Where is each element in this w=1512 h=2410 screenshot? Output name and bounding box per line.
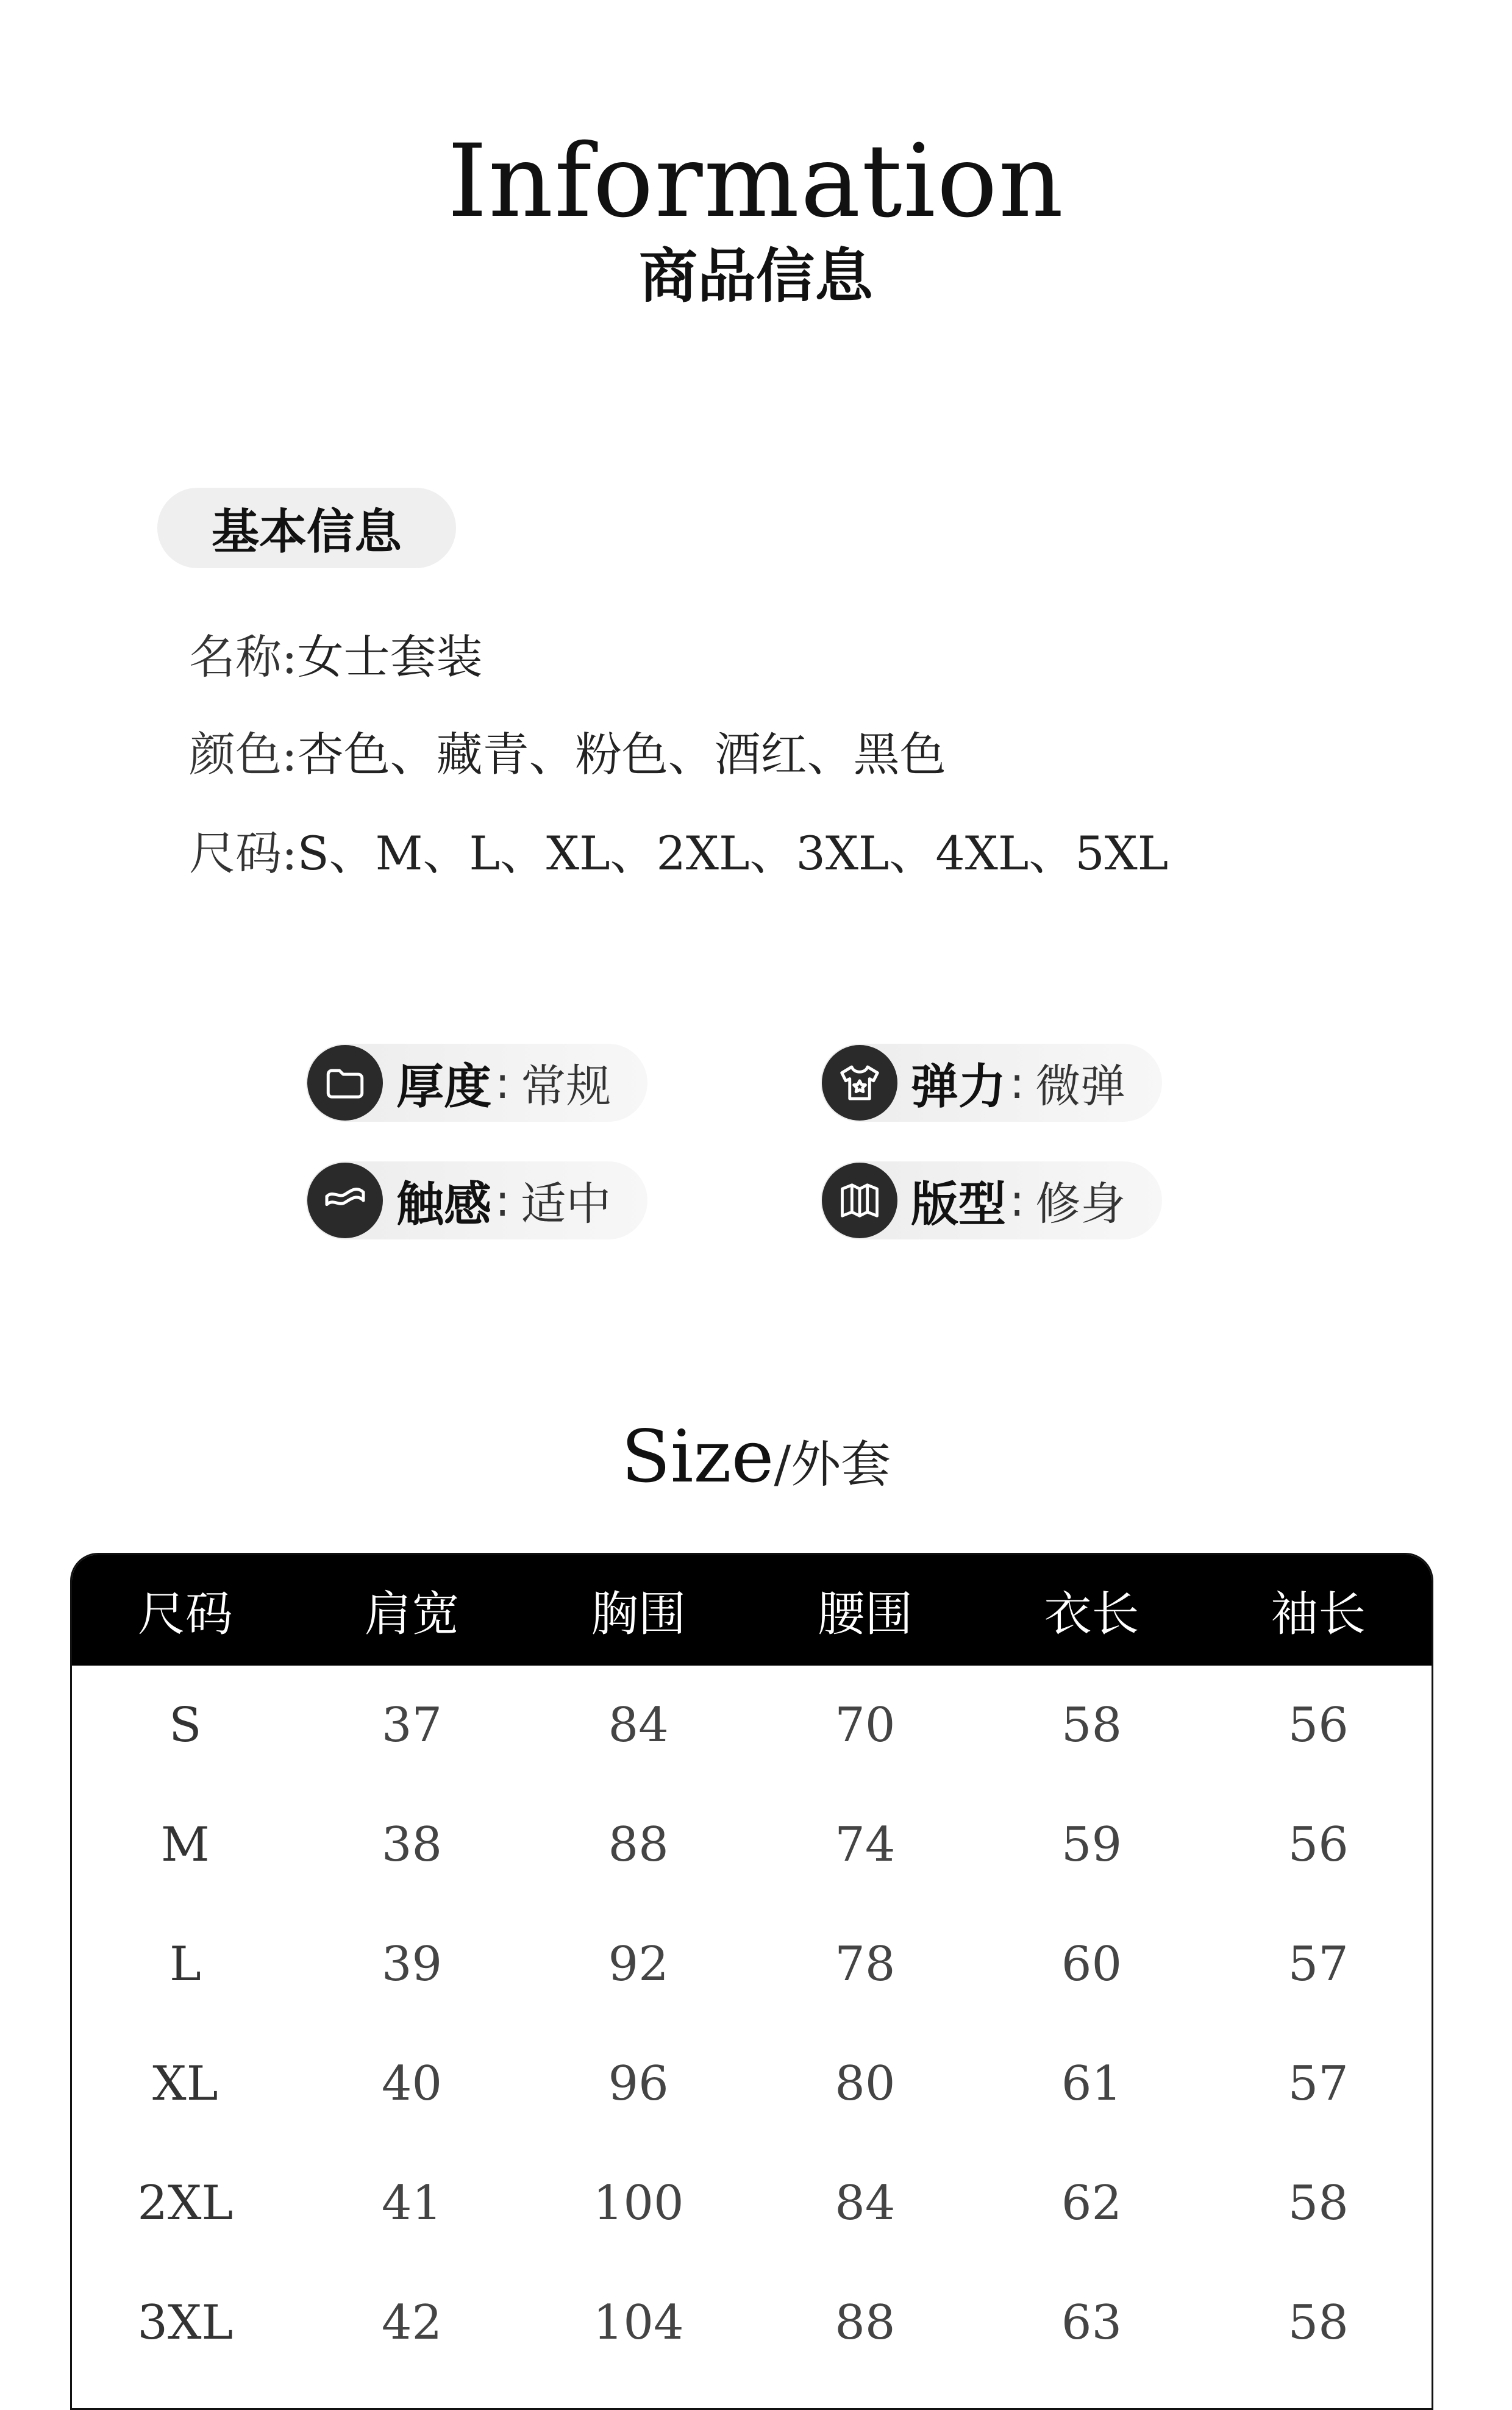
page-subtitle: 商品信息	[639, 242, 873, 310]
info-value: 女士套装	[297, 630, 483, 684]
size-table-header	[72, 1555, 1432, 1666]
attribute-value: 适中	[521, 1178, 612, 1230]
table-cell: 61	[1061, 2056, 1122, 2111]
attribute-key: 触感	[396, 1177, 492, 1232]
header-cell: 尺码	[137, 1587, 233, 1642]
table-cell: L	[169, 1937, 201, 1992]
table-cell: 100	[593, 2176, 684, 2231]
colon: :	[1010, 1057, 1025, 1108]
table-cell: 3XL	[137, 2295, 234, 2350]
table-cell: 58	[1288, 2176, 1349, 2231]
header-cell: 胸围	[591, 1587, 686, 1642]
table-cell: 96	[608, 2056, 669, 2111]
table-row	[72, 1785, 1432, 1905]
tshirt-star-icon	[822, 1045, 897, 1121]
table-cell: 58	[1288, 2295, 1349, 2350]
table-cell: 62	[1061, 2176, 1122, 2231]
basic-info-badge: 基本信息	[157, 488, 456, 568]
table-cell: 56	[1288, 1817, 1349, 1872]
table-cell: 58	[1061, 1698, 1122, 1753]
table-cell: 70	[835, 1698, 896, 1753]
attribute-value: 常规	[521, 1060, 612, 1113]
header-cell: 肩宽	[364, 1587, 460, 1642]
table-row	[72, 2263, 1432, 2383]
fabric-wave-icon	[307, 1163, 383, 1238]
info-row-color	[189, 727, 946, 782]
table-cell: 59	[1061, 1817, 1122, 1872]
colon: :	[495, 1057, 510, 1108]
attribute-key: 版型	[911, 1177, 1007, 1232]
table-cell: 57	[1288, 1937, 1349, 1992]
colon: :	[1010, 1175, 1025, 1226]
table-cell: 60	[1061, 1937, 1122, 1992]
size-section-title	[0, 1414, 1512, 1499]
table-cell: S	[169, 1698, 202, 1753]
table-cell: 88	[835, 2295, 896, 2350]
info-label: 名称:	[189, 630, 298, 684]
table-cell: M	[160, 1817, 210, 1872]
attribute-value: 修身	[1035, 1178, 1126, 1230]
info-value: S、M、L、XL、2XL、3XL、4XL、5XL	[297, 826, 1169, 880]
table-cell: 40	[381, 2056, 443, 2111]
table-cell: 42	[381, 2295, 443, 2350]
table-cell: 88	[608, 1817, 669, 1872]
table-row	[72, 2024, 1432, 2144]
header-cell: 衣长	[1044, 1587, 1139, 1642]
info-row-size	[189, 826, 1169, 880]
attribute-value: 微弹	[1035, 1060, 1126, 1113]
table-cell: XL	[152, 2056, 218, 2111]
info-label: 颜色:	[189, 727, 298, 782]
attribute-touch	[306, 1161, 647, 1239]
table-cell: 56	[1288, 1698, 1349, 1753]
table-cell: 80	[835, 2056, 896, 2111]
table-cell: 74	[835, 1817, 896, 1872]
table-row	[72, 1905, 1432, 2024]
map-fold-icon	[822, 1163, 897, 1238]
table-cell: 38	[381, 1817, 443, 1872]
attribute-key: 厚度	[396, 1060, 492, 1114]
header-cell: 腰围	[817, 1587, 913, 1642]
folder-icon	[307, 1045, 383, 1121]
attribute-thickness	[306, 1044, 647, 1122]
info-row-name	[189, 630, 483, 684]
table-cell: 78	[835, 1937, 896, 1992]
attribute-fit	[821, 1161, 1162, 1239]
table-cell: 37	[381, 1698, 443, 1753]
size-title-main: Size	[621, 1414, 774, 1499]
info-value: 杏色、藏青、粉色、酒红、黑色	[297, 727, 946, 782]
colon: :	[495, 1175, 510, 1226]
table-row	[72, 1666, 1432, 1785]
size-title-sub: /外套	[774, 1436, 891, 1494]
page-title: Information	[447, 123, 1065, 240]
table-cell: 63	[1061, 2295, 1122, 2350]
table-cell: 39	[381, 1937, 443, 1992]
table-cell: 84	[835, 2176, 896, 2231]
table-cell: 41	[381, 2176, 443, 2231]
attribute-elasticity	[821, 1044, 1162, 1122]
table-cell: 2XL	[137, 2176, 234, 2231]
table-cell: 84	[608, 1698, 669, 1753]
table-cell: 57	[1288, 2056, 1349, 2111]
table-row	[72, 2144, 1432, 2263]
header-cell: 袖长	[1271, 1587, 1366, 1642]
table-cell: 104	[593, 2295, 684, 2350]
attribute-key: 弹力	[911, 1060, 1007, 1114]
size-table	[70, 1553, 1433, 2410]
table-cell: 92	[608, 1937, 669, 1992]
info-label: 尺码:	[189, 826, 298, 880]
